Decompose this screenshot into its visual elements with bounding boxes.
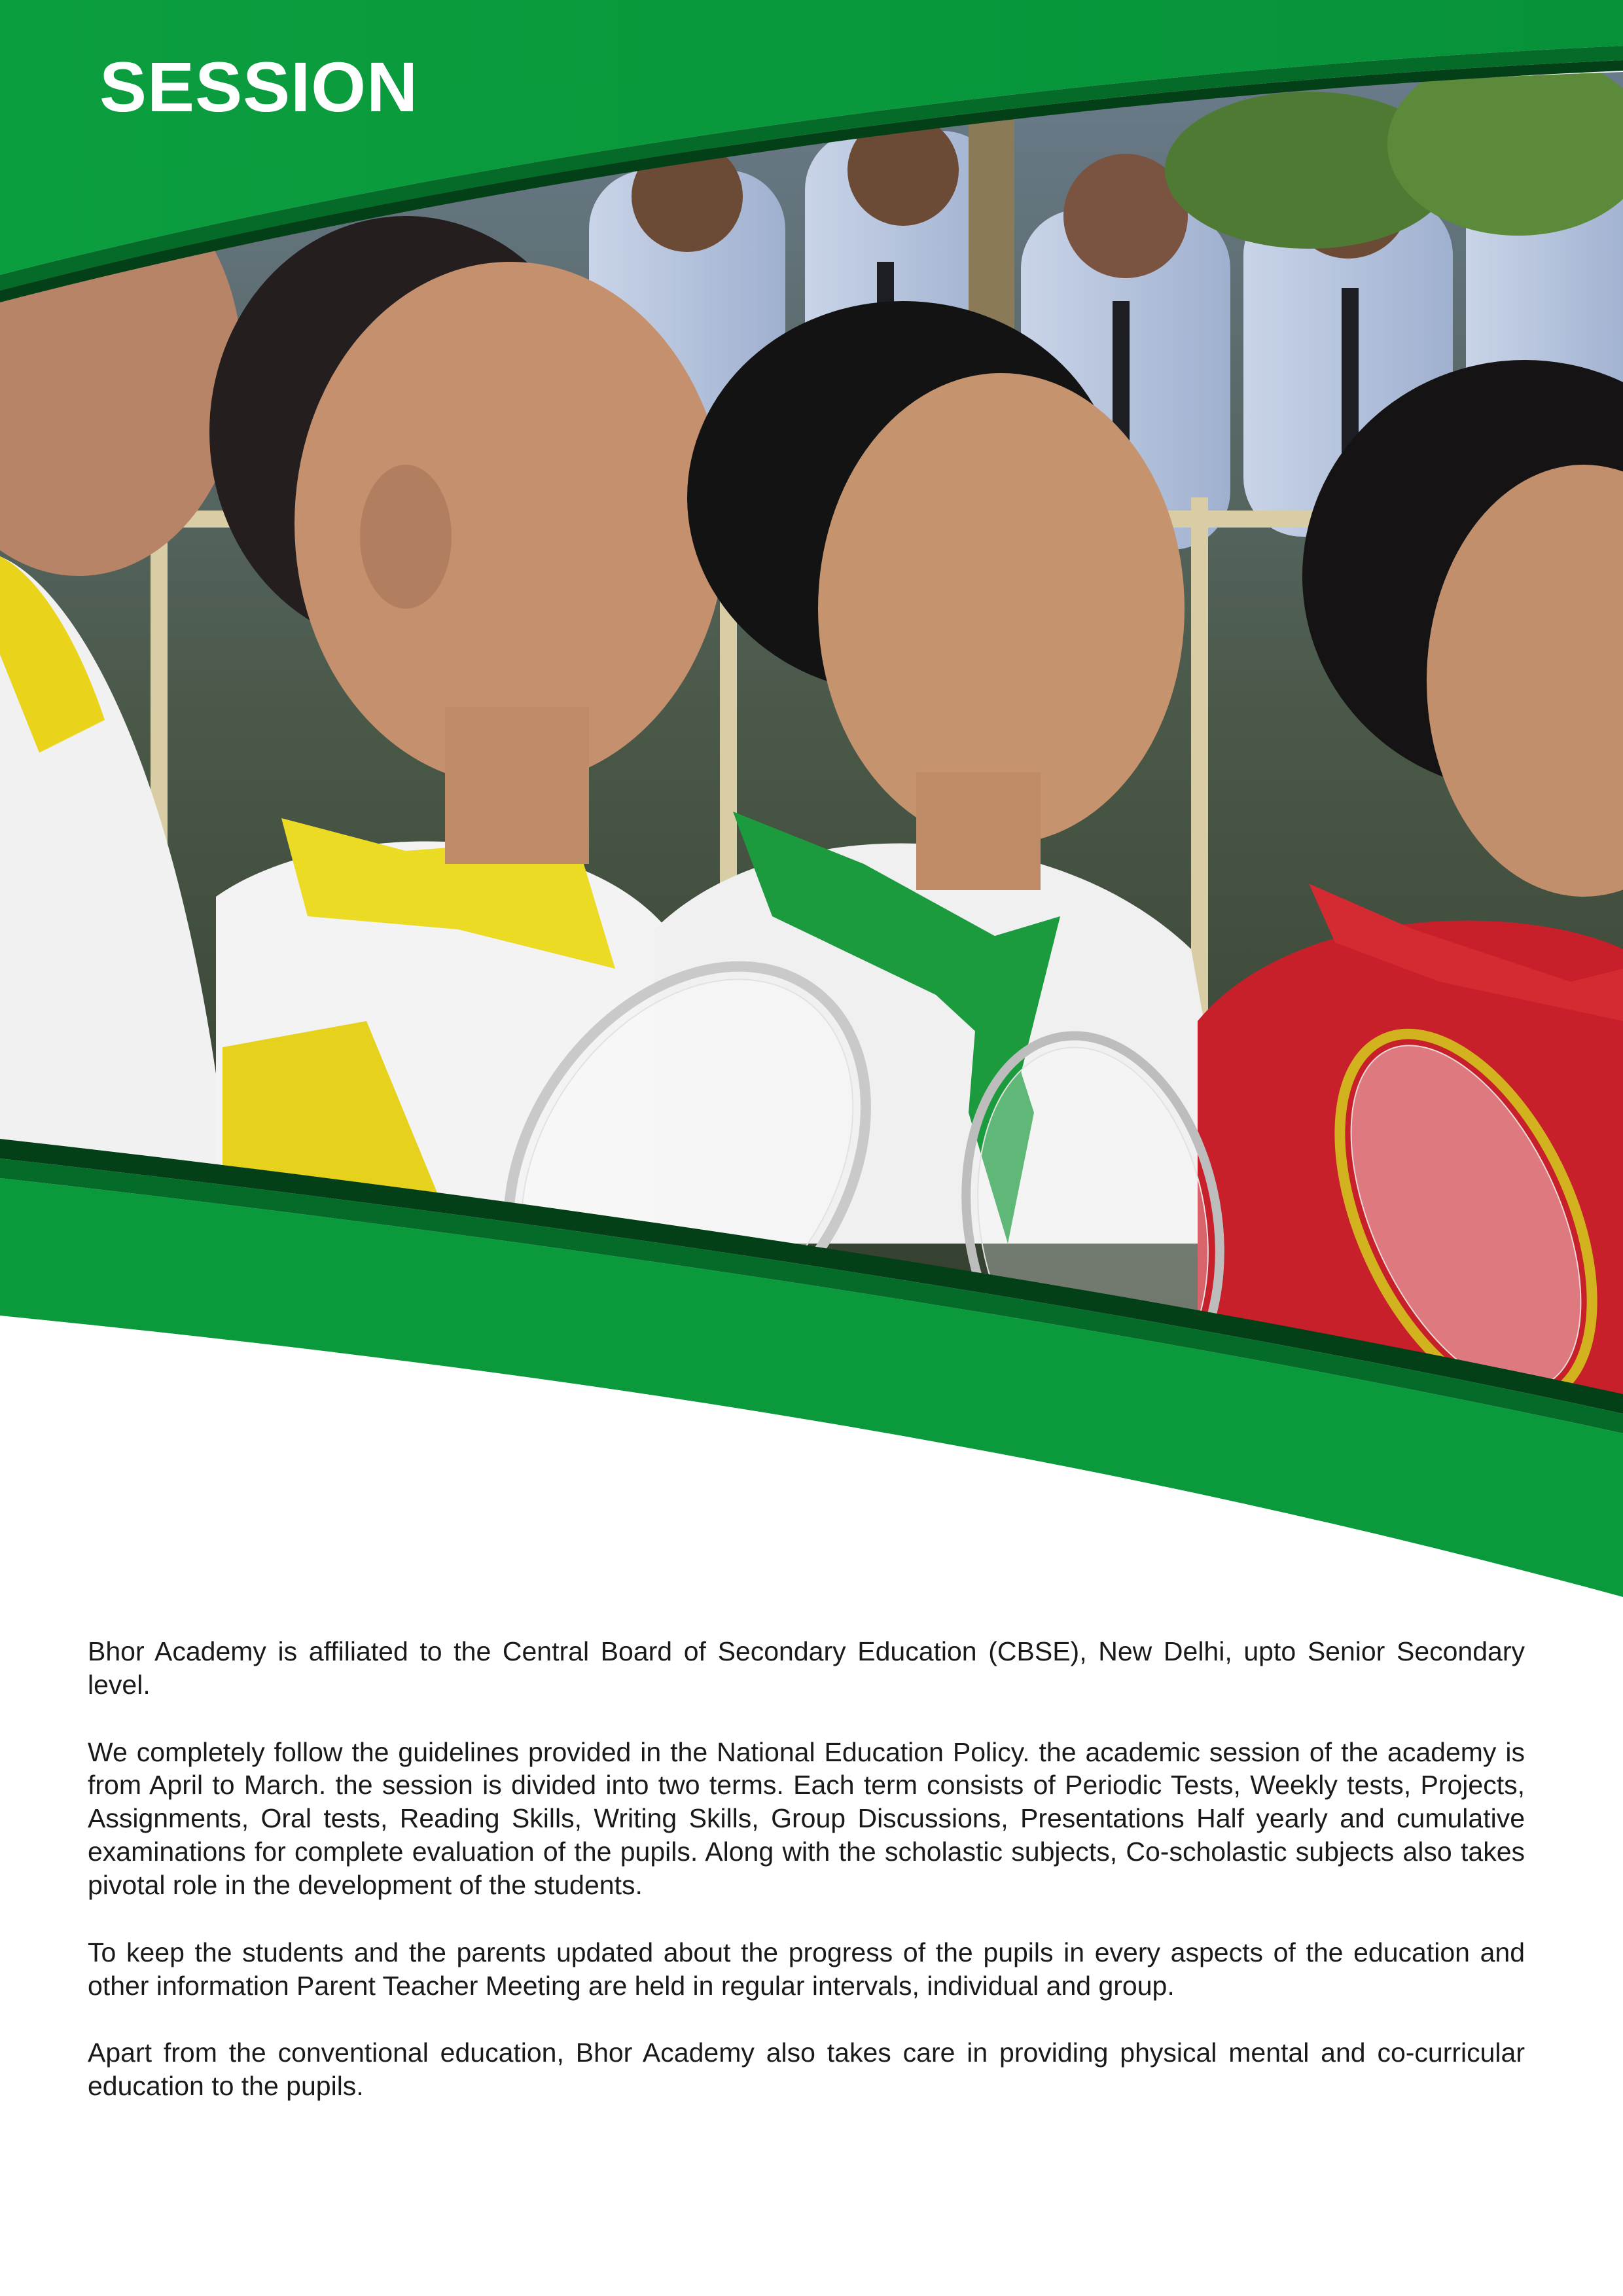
paragraph-affiliation: Bhor Academy is affiliated to the Central Board of Secondary Education (CBSE), New Delhi, upto Senior Secondary level. — [88, 1636, 1525, 1700]
paragraph-parent-teacher-meeting: To keep the students and the parents updated about the progress of the pupils in every aspects of the education and other information Parent Teacher Meeting are held in regular intervals, individual and group. — [88, 1937, 1525, 2001]
paragraph-curriculum: We completely follow the guidelines provided in the National Education Policy. the academic session of the academy is from April to March. the session is divided into two terms. Each term consists of Periodic Tests, Weekly tests, Projects, Assignments, Oral tests, Reading Skills, Writing Skills, Group Discussions, Presentations Half yearly and cumulative examinations for complete evaluation of the pupils. Along with the scholastic subjects, Co-scholastic subjects also takes pivotal role in the development of the students. — [88, 1736, 1525, 1900]
paragraph-co-curricular: Apart from the conventional education, Bhor Academy also takes care in providing physical mental and co-curricular education to the pupils. — [88, 2037, 1525, 2102]
page-title: SESSION — [99, 47, 419, 126]
body-text — [88, 1635, 1525, 2137]
